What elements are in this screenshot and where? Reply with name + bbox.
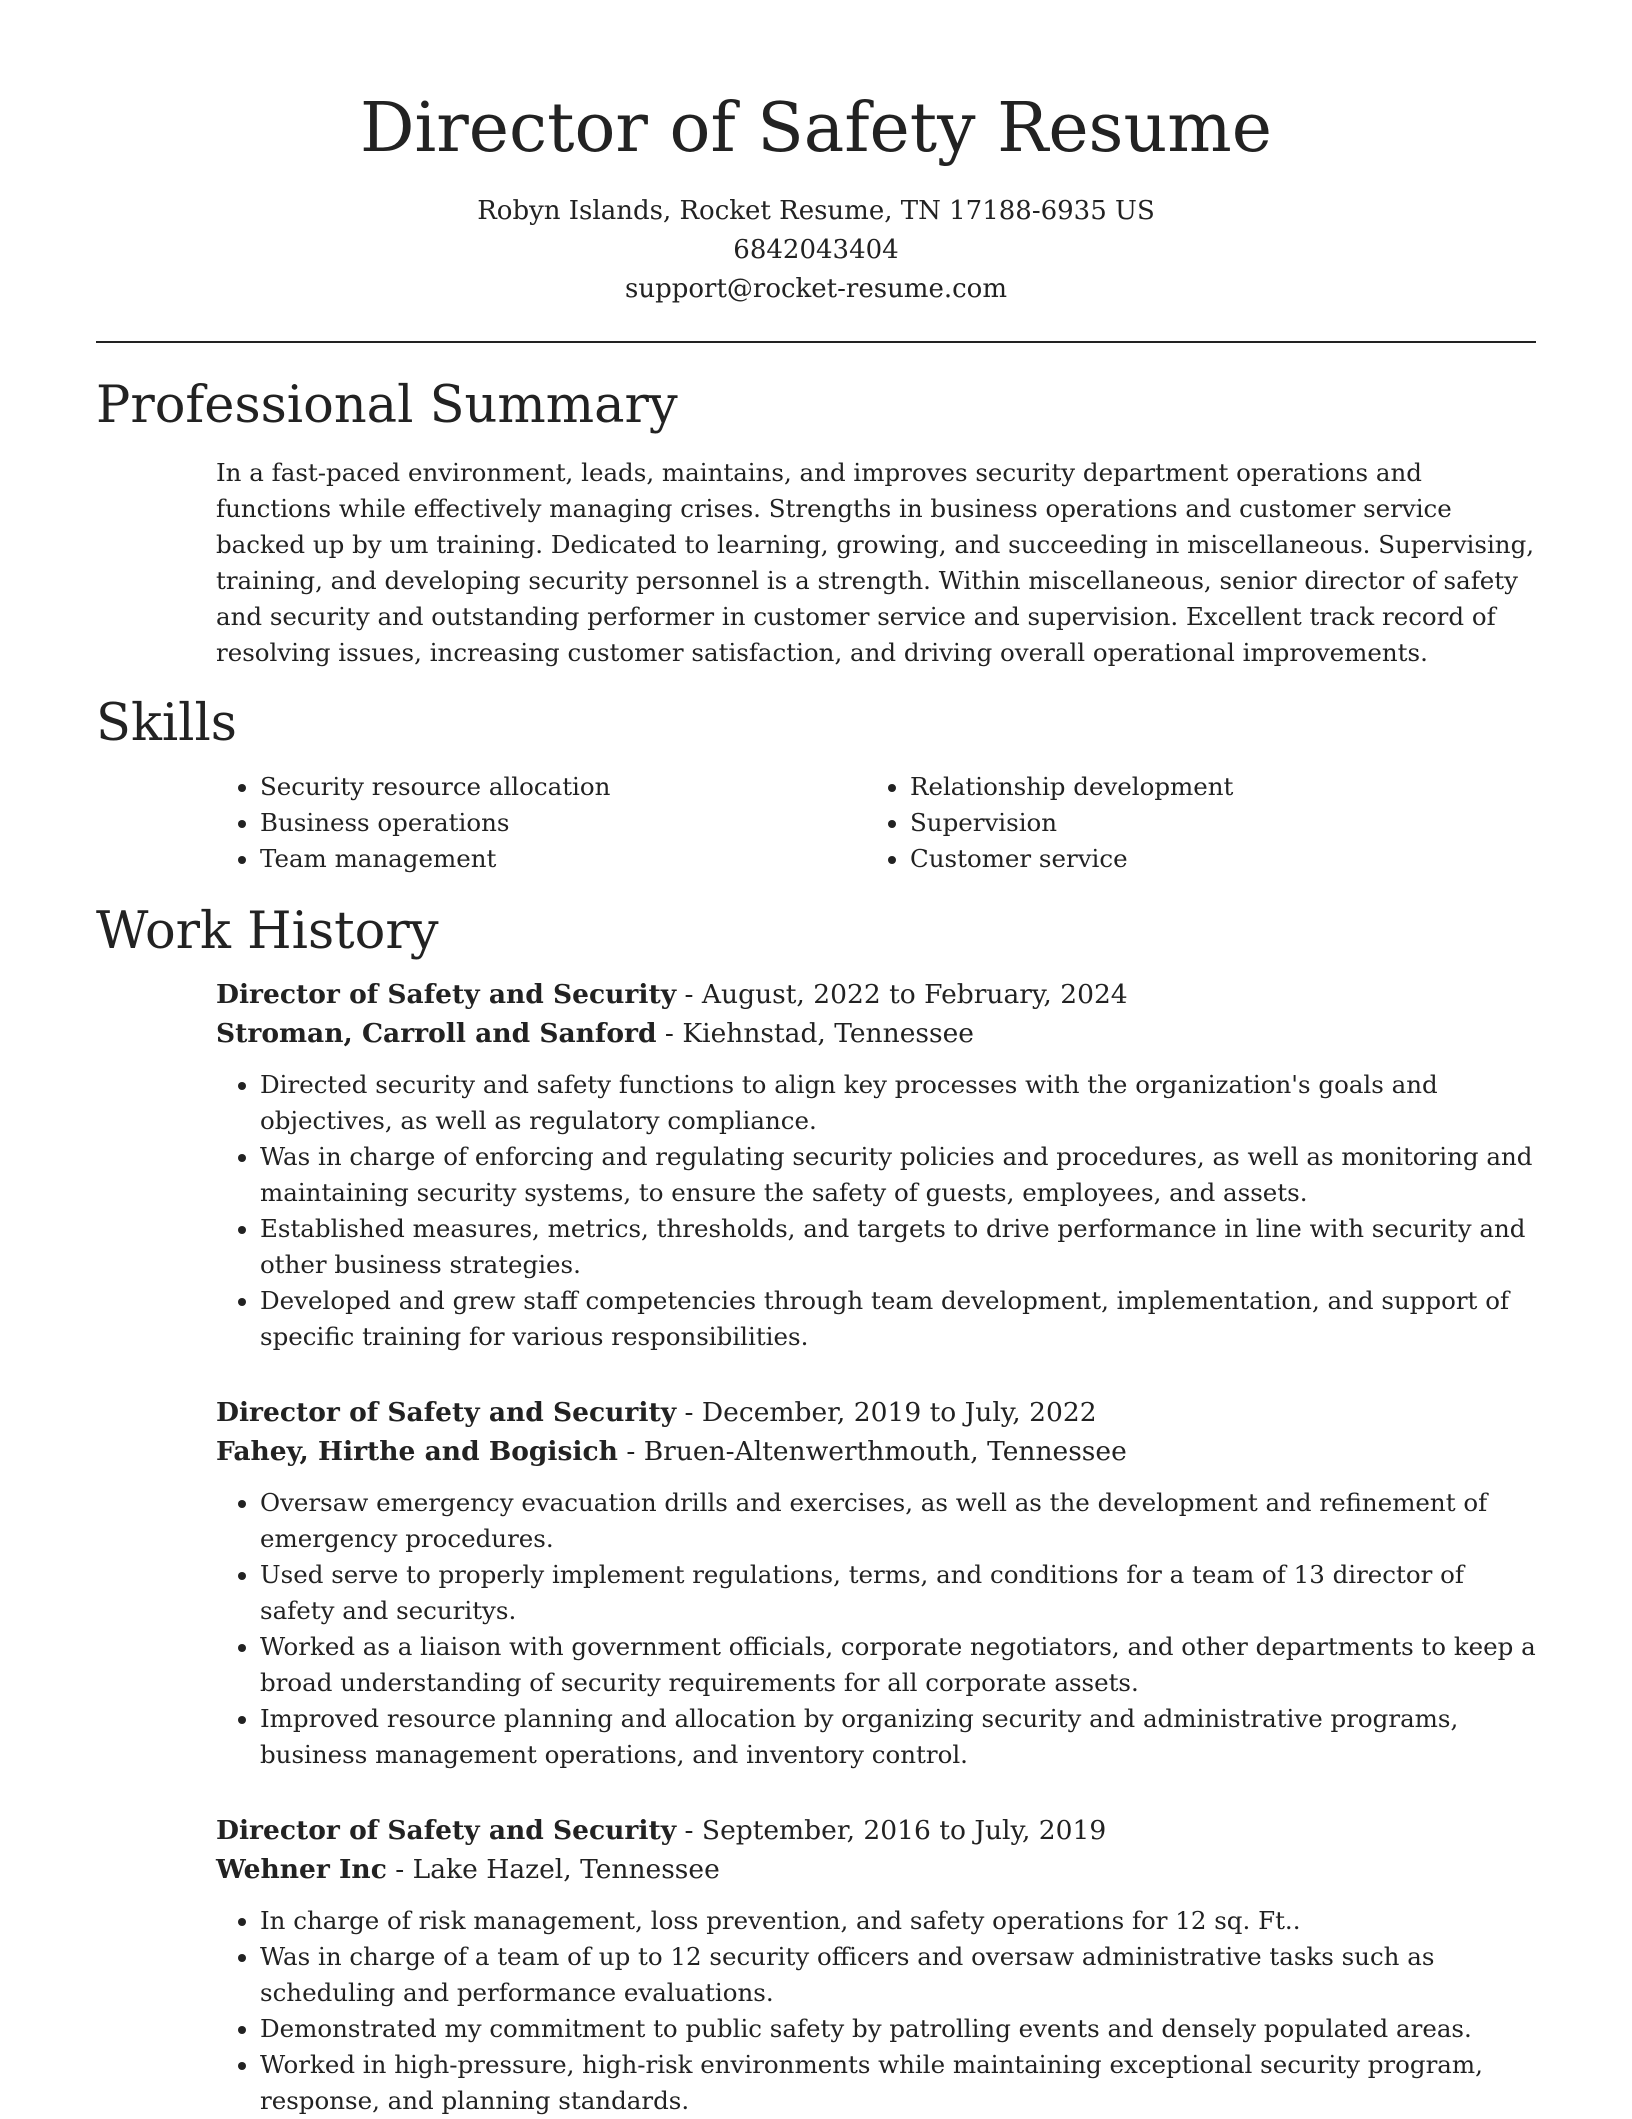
job-bullet: • Directed security and safety functions to align key processes with the organization's goals and objectives, as well as regulatory compliance.	[260, 1067, 1536, 1139]
skill-item: • Supervision	[910, 805, 1516, 841]
contact-address: Robyn Islands, Rocket Resume, TN 17188-6935 US	[477, 196, 1155, 226]
skills-list	[216, 769, 1536, 877]
job-company-line	[216, 1014, 1536, 1053]
job-location: Lake Hazel, Tennessee	[412, 1854, 720, 1885]
job-location: Kiehnstad, Tennessee	[682, 1018, 974, 1049]
job-dates: August, 2022 to February, 2024	[701, 979, 1128, 1010]
job-separator: -	[386, 1854, 413, 1885]
job-bullet: • Was in charge of a team of up to 12 security officers and oversaw administrative tasks such as scheduling and performance evaluations.	[260, 1939, 1536, 2011]
skill-item: • Customer service	[910, 841, 1516, 877]
job-company: Wehner Inc	[216, 1854, 387, 1885]
resume-page	[96, 0, 1536, 2119]
job-entry	[216, 1811, 1536, 2119]
job-dates: December, 2019 to July, 2022	[701, 1397, 1097, 1428]
job-company-line	[216, 1850, 1536, 1889]
job-title: Director of Safety and Security	[216, 979, 677, 1010]
job-bullet: • Worked in high-pressure, high-risk environments while maintaining exceptional security program, response, and planning standards.	[260, 2047, 1536, 2119]
summary-text: In a fast-paced environment, leads, maintains, and improves security department operations and functions while effectively managing crises. Strengths in business operations and customer service backed up by um training. Dedicated to learning, growing, and succeeding in miscellaneous. Supervising, training, and developing security personnel is a strength. Within miscellaneous, senior director of safety and security and outstanding performer in customer service and supervision. Excellent track record of resolving issues, increasing customer satisfaction, and driving overall operational improvements.	[216, 458, 1535, 667]
job-title: Director of Safety and Security	[216, 1397, 677, 1428]
job-entry	[216, 975, 1536, 1355]
job-separator: -	[676, 979, 702, 1010]
job-company-line	[216, 1432, 1536, 1471]
contact-email: support@rocket-resume.com	[624, 274, 1007, 304]
skill-item: • Team management	[260, 841, 866, 877]
work-history-heading: Work History	[96, 902, 439, 961]
job-separator: -	[656, 1018, 683, 1049]
skills-column-left	[216, 769, 866, 877]
job-title-line	[216, 1811, 1536, 1850]
job-bullet: • Improved resource planning and allocation by organizing security and administrative programs, business management operations, and inventory control.	[260, 1701, 1536, 1773]
job-dates: September, 2016 to July, 2019	[701, 1815, 1107, 1846]
summary-heading: Professional Summary	[96, 376, 678, 435]
skill-item: • Security resource allocation	[260, 769, 866, 805]
job-bullet: • Was in charge of enforcing and regulating security policies and procedures, as well as monitoring and maintaining security systems, to ensure the safety of guests, employees, and assets.	[260, 1139, 1536, 1211]
job-bullet: • Developed and grew staff competencies through team development, implementation, and support of specific training for various responsibilities.	[260, 1283, 1536, 1355]
job-title: Director of Safety and Security	[216, 1815, 677, 1846]
job-bullet: • Established measures, metrics, thresholds, and targets to drive performance in line with security and other business strategies.	[260, 1211, 1536, 1283]
skill-item: • Relationship development	[910, 769, 1516, 805]
job-company: Fahey, Hirthe and Bogisich	[216, 1436, 618, 1467]
skills-heading: Skills	[96, 694, 237, 753]
header-divider	[96, 341, 1536, 343]
job-bullet: • Oversaw emergency evacuation drills and exercises, as well as the development and refinement of emergency procedures.	[260, 1485, 1536, 1557]
job-entry	[216, 1393, 1536, 1773]
contact-block	[96, 192, 1536, 309]
job-bullet: • Used serve to properly implement regulations, terms, and conditions for a team of 13 director of safety and securitys.	[260, 1557, 1536, 1629]
job-separator: -	[617, 1436, 644, 1467]
job-separator: -	[676, 1815, 702, 1846]
job-bullet: • In charge of risk management, loss prevention, and safety operations for 12 sq. Ft..	[260, 1903, 1536, 1939]
job-title-line	[216, 1393, 1536, 1432]
resume-header	[96, 0, 1536, 309]
contact-phone: 6842043404	[733, 235, 899, 265]
job-bullets	[216, 1067, 1536, 1355]
job-company: Stroman, Carroll and Sanford	[216, 1018, 657, 1049]
skills-column-right	[866, 769, 1516, 877]
job-bullets	[216, 1485, 1536, 1773]
job-location: Bruen-Altenwerthmouth, Tennessee	[643, 1436, 1127, 1467]
job-bullet: • Demonstrated my commitment to public safety by patrolling events and densely populated areas.	[260, 2011, 1536, 2047]
job-bullet: • Worked as a liaison with government officials, corporate negotiators, and other departments to keep a broad understanding of security requirements for all corporate assets.	[260, 1629, 1536, 1701]
skill-item: • Business operations	[260, 805, 866, 841]
job-bullets	[216, 1903, 1536, 2119]
job-title-line	[216, 975, 1536, 1014]
resume-title: Director of Safety Resume	[360, 89, 1272, 168]
job-separator: -	[676, 1397, 702, 1428]
